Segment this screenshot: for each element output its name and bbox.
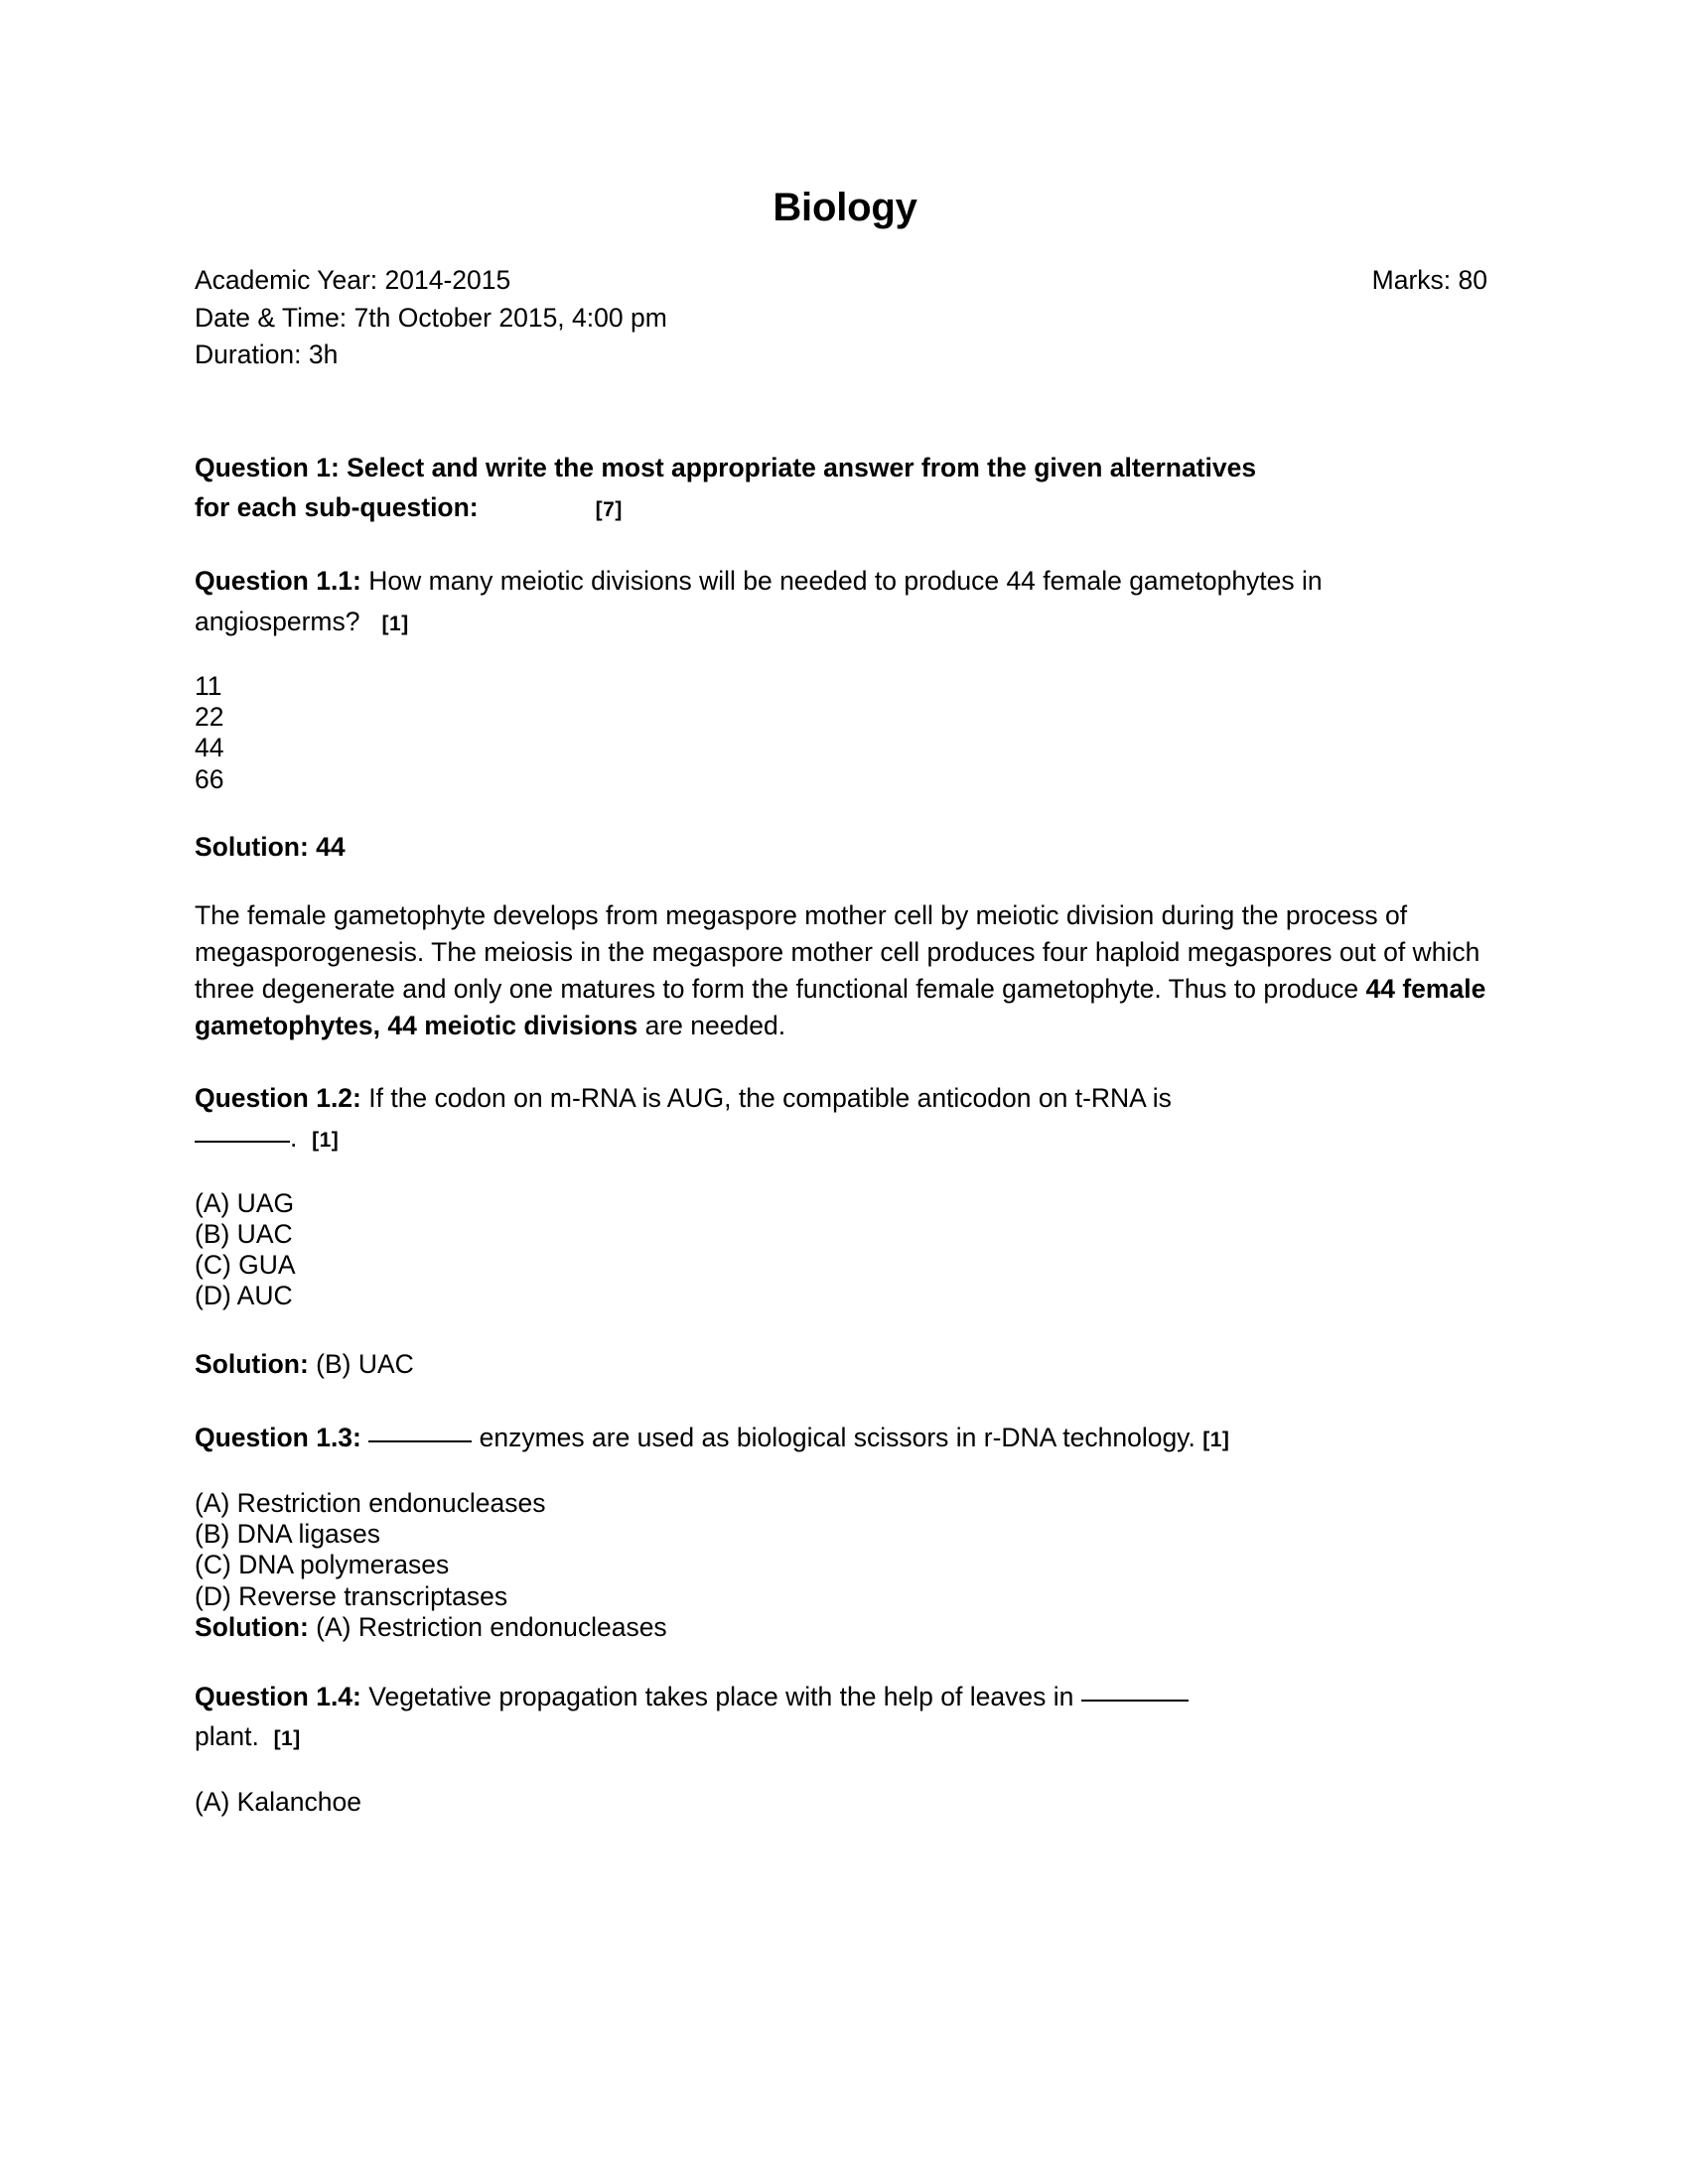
question-1-3: [195, 1418, 1495, 1457]
question-1-1-options: [195, 671, 1495, 795]
question-1-1-label: Question 1.1:: [195, 566, 361, 597]
question-1-heading-line2: [195, 487, 1495, 527]
question-1-1-solution: [195, 828, 1495, 868]
option-item[interactable]: (A) UAG: [195, 1187, 295, 1218]
academic-year: Academic Year: 2014-2015: [195, 265, 511, 295]
explanation-part-1: The female gametophyte develops from megaspore mother cell by meiotic division during the process of megasporogenesis. The meiosis in the megaspore mother cell produces four haploid megaspores out of which three degenerate and only one matures to form the functional female gametophyte. Thus to produce: [195, 899, 1480, 1004]
metadata-row-year: [195, 262, 1495, 300]
solution-label: Solution:: [195, 1611, 309, 1642]
question-1-heading-line2-text: for each sub-question:: [195, 492, 479, 523]
solution-label: Solution:: [195, 1348, 309, 1379]
explanation-bold-2: 44 meiotic divisions: [387, 1011, 638, 1041]
duration: Duration: 3h: [195, 340, 339, 370]
question-1-2-marks: [1]: [312, 1129, 340, 1153]
question-1-3-marks: [1]: [1202, 1429, 1230, 1452]
explanation-bold-1: 44 female gametophytes,: [195, 973, 1486, 1041]
question-1-2-text: If the codon on m-RNA is AUG, the compatible anticodon on t-RNA is: [360, 1083, 1172, 1114]
option-item[interactable]: 22: [195, 702, 224, 733]
question-1-1-explanation: [195, 897, 1495, 1044]
solution-label: Solution:: [195, 832, 309, 862]
fill-in-blank: [368, 1440, 472, 1442]
question-1-2: [195, 1078, 1495, 1159]
option-item[interactable]: (C) GUA: [195, 1250, 296, 1281]
question-1-4-options: [195, 1787, 1495, 1818]
page-title: Biology: [773, 186, 917, 229]
question-1-3-options: [195, 1488, 1495, 1643]
option-item[interactable]: 66: [195, 763, 224, 794]
option-item[interactable]: (D) AUC: [195, 1281, 293, 1311]
question-1-4-label: Question 1.4:: [195, 1682, 361, 1712]
fill-in-blank: [1081, 1700, 1189, 1702]
date-time: Date & Time: 7th October 2015, 4:00 pm: [195, 302, 667, 333]
solution-value: (B) UAC: [308, 1348, 414, 1379]
option-item[interactable]: (B) DNA ligases: [195, 1519, 381, 1549]
solution-value: (A) Restriction endonucleases: [308, 1611, 667, 1642]
marks-total: Marks: 80: [1371, 265, 1487, 295]
explanation-part-3: are needed.: [637, 1011, 786, 1041]
option-item[interactable]: 11: [195, 670, 222, 701]
question-1-3-solution: [195, 1612, 1495, 1643]
option-item[interactable]: (C) DNA polymerases: [195, 1550, 450, 1580]
question-1-4-text-after: plant.: [195, 1721, 259, 1752]
question-1-heading-line1: Question 1: Select and write the most appropriate answer from the given alternatives: [195, 452, 1257, 482]
question-1-4: [195, 1677, 1495, 1757]
question-1-2-solution: [195, 1345, 1495, 1385]
question-1-heading: [195, 448, 1495, 528]
fill-in-blank: [195, 1141, 290, 1143]
question-1-4-marks: [1]: [273, 1727, 301, 1751]
option-item[interactable]: (A) Kalanchoe: [195, 1786, 361, 1817]
option-item[interactable]: 44: [195, 733, 224, 763]
document-content: [195, 0, 1495, 1818]
option-item[interactable]: (A) Restriction endonucleases: [195, 1487, 546, 1518]
question-1-1: [195, 561, 1495, 641]
question-1-2-label: Question 1.2:: [195, 1083, 361, 1114]
question-1-3-text: enzymes are used as biological scissors in r-DNA technology.: [472, 1423, 1196, 1453]
question-1-marks: [7]: [595, 498, 623, 522]
option-item[interactable]: (B) UAC: [195, 1218, 293, 1249]
option-item[interactable]: (D) Reverse transcriptases: [195, 1580, 508, 1611]
exam-metadata: [195, 262, 1495, 374]
question-1-1-text: How many meiotic divisions will be needed to produce 44 female gametophytes in angiosperms?: [195, 566, 1323, 636]
question-1-1-marks: [1]: [381, 612, 409, 635]
question-1-3-label: Question 1.3:: [195, 1423, 361, 1453]
solution-value: 44: [308, 832, 346, 862]
question-1-2-after-blank: .: [290, 1123, 298, 1154]
question-1-4-text-before: Vegetative propagation takes place with the help of leaves in: [360, 1682, 1081, 1712]
question-1-2-options: [195, 1188, 1495, 1312]
